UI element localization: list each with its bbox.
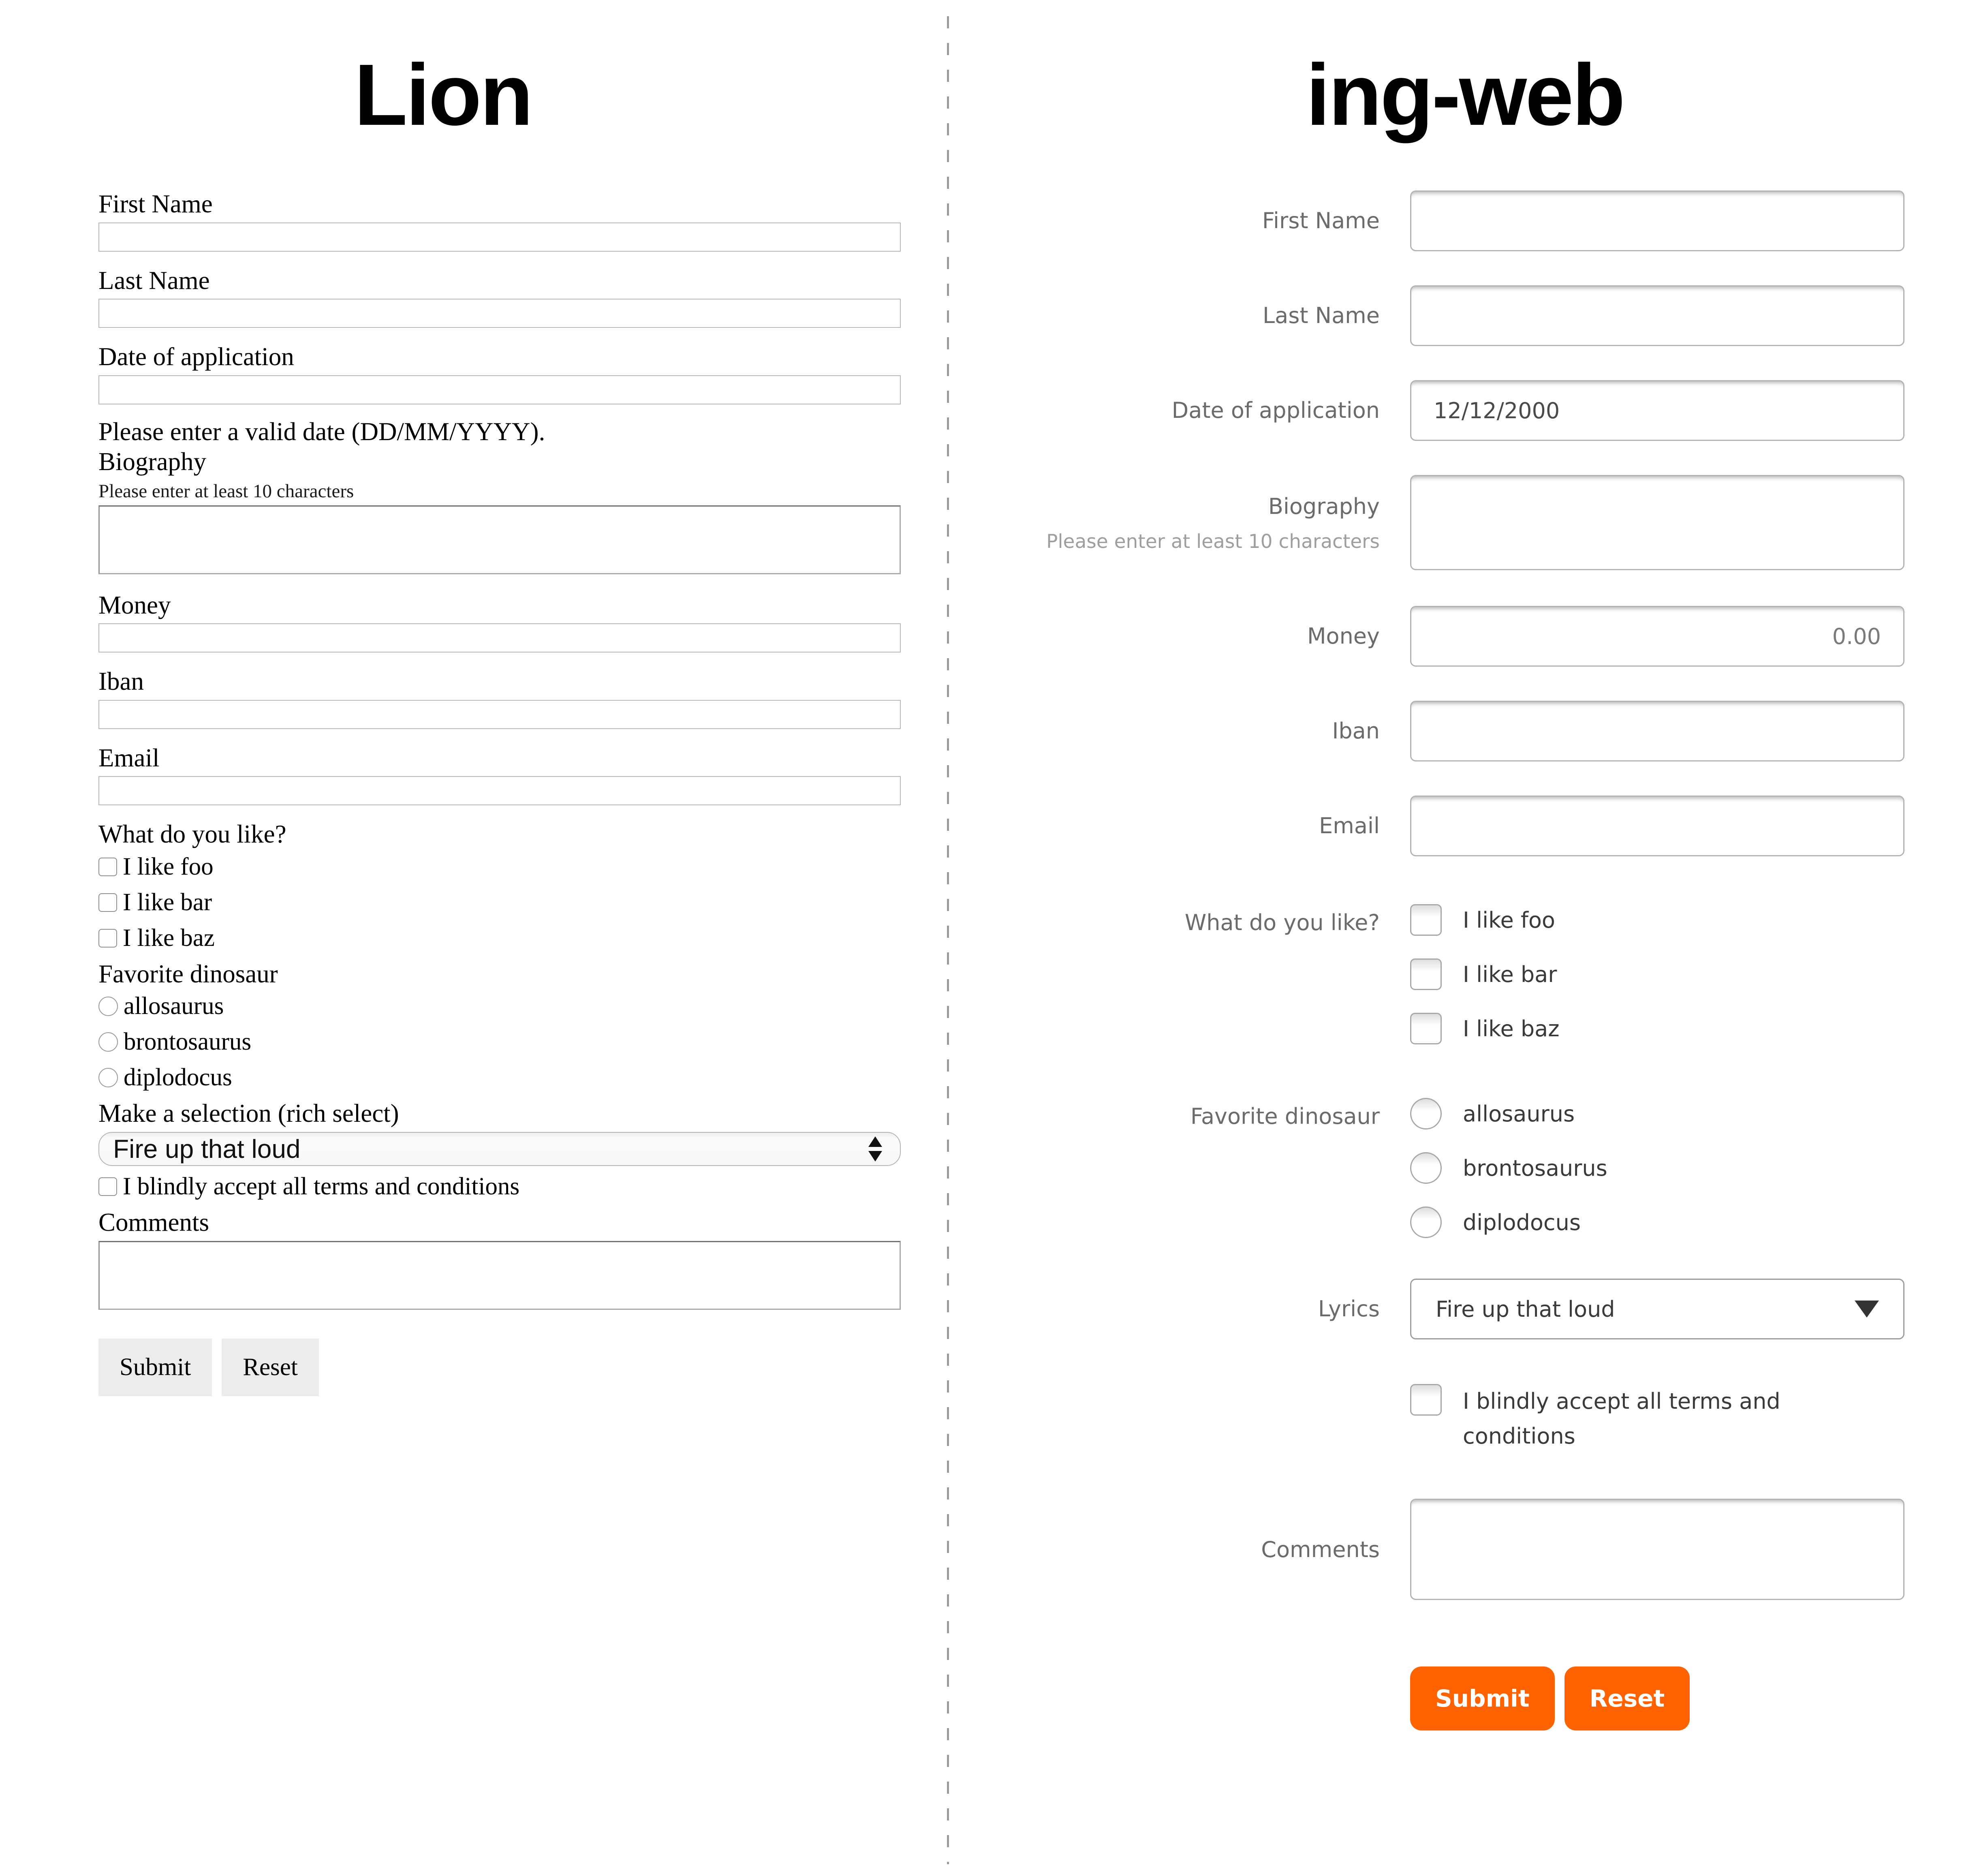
chevron-down-icon — [1855, 1301, 1879, 1318]
select-spinner-icon — [868, 1136, 882, 1162]
lyrics-dropdown-value: Fire up that loud — [1436, 1296, 1615, 1322]
brontosaurus-label: brontosaurus — [1463, 1155, 1607, 1181]
terms-label: I blindly accept all terms and conditions — [123, 1173, 520, 1200]
radio-row — [98, 992, 901, 1020]
form-row — [972, 796, 1917, 856]
reset-button[interactable]: Reset — [1565, 1666, 1690, 1731]
form-row — [972, 701, 1917, 762]
like-foo-label: I like foo — [123, 853, 214, 880]
biography-helper: Please enter at least 10 characters — [1046, 530, 1380, 553]
email-label: Email — [98, 743, 160, 772]
submit-button[interactable]: Submit — [1410, 1666, 1555, 1731]
form-row — [972, 1384, 1917, 1454]
money-input[interactable] — [1410, 606, 1904, 667]
first-name-label: First Name — [98, 190, 213, 218]
terms-checkbox[interactable] — [1410, 1384, 1442, 1416]
vertical-dashed-divider — [947, 16, 949, 1864]
brontosaurus-radio[interactable] — [98, 1032, 118, 1052]
lion-form — [98, 190, 901, 1396]
arrow-up-icon — [868, 1136, 882, 1147]
likes-group-label: What do you like? — [1184, 910, 1380, 935]
first-name-label: First Name — [1262, 207, 1380, 233]
rich-select[interactable] — [98, 1132, 901, 1166]
like-bar-checkbox[interactable] — [98, 893, 117, 912]
form-row — [972, 904, 1917, 1044]
allosaurus-label: allosaurus — [1463, 1101, 1575, 1127]
checkbox-row — [1410, 904, 1904, 936]
comments-label: Comments — [1261, 1537, 1380, 1563]
comments-textarea[interactable] — [1410, 1499, 1904, 1600]
arrow-down-icon — [868, 1151, 882, 1162]
diplodocus-label: diplodocus — [1463, 1209, 1581, 1235]
checkbox-row — [1410, 1013, 1904, 1044]
likes-options — [1410, 904, 1904, 1044]
biography-textarea[interactable] — [98, 505, 901, 574]
form-row — [972, 1666, 1917, 1731]
checkbox-row — [1410, 1384, 1904, 1454]
rich-select-label: Make a selection (rich select) — [98, 1099, 399, 1128]
lyrics-label: Lyrics — [1318, 1296, 1380, 1322]
lyrics-dropdown[interactable] — [1410, 1279, 1904, 1339]
money-input[interactable] — [98, 623, 901, 652]
date-of-application-input[interactable] — [1410, 380, 1904, 441]
like-foo-checkbox[interactable] — [1410, 904, 1442, 936]
form-row — [972, 1279, 1917, 1339]
radio-row — [1410, 1152, 1904, 1184]
like-baz-label: I like baz — [123, 924, 215, 952]
email-input[interactable] — [1410, 796, 1904, 856]
diplodocus-radio[interactable] — [98, 1068, 118, 1087]
like-bar-label: I like bar — [1463, 961, 1557, 987]
date-of-application-label: Date of application — [98, 342, 294, 371]
allosaurus-radio[interactable] — [1410, 1098, 1442, 1129]
like-bar-checkbox[interactable] — [1410, 958, 1442, 990]
checkbox-row — [98, 888, 901, 917]
reset-button[interactable]: Reset — [222, 1339, 319, 1396]
form-row — [972, 380, 1917, 441]
likes-group-label: What do you like? — [98, 820, 286, 849]
rich-select-value: Fire up that loud — [113, 1134, 301, 1164]
biography-label-block — [972, 492, 1380, 554]
iban-label: Iban — [1332, 718, 1380, 744]
email-label: Email — [1319, 813, 1380, 839]
allosaurus-label: allosaurus — [124, 993, 224, 1020]
money-label: Money — [98, 590, 171, 619]
date-of-application-label: Date of application — [1171, 397, 1380, 423]
terms-checkbox[interactable] — [98, 1177, 117, 1196]
form-row — [972, 1499, 1917, 1602]
like-baz-checkbox[interactable] — [98, 929, 117, 948]
lion-buttons — [98, 1339, 901, 1396]
comments-textarea[interactable] — [98, 1241, 901, 1310]
form-row — [972, 475, 1917, 572]
last-name-label: Last Name — [1263, 302, 1380, 328]
terms-label: I blindly accept all terms and conditions — [1463, 1388, 1780, 1449]
last-name-label: Last Name — [98, 266, 210, 295]
ingweb-page-title: ing-web — [1306, 46, 1624, 143]
allosaurus-radio[interactable] — [98, 997, 118, 1016]
dinosaur-options — [1410, 1098, 1904, 1238]
checkbox-row — [98, 924, 901, 952]
submit-button[interactable]: Submit — [98, 1339, 212, 1396]
radio-row — [98, 1063, 901, 1092]
first-name-input[interactable] — [1410, 190, 1904, 251]
last-name-input[interactable] — [1410, 285, 1904, 346]
money-label: Money — [1307, 623, 1380, 649]
radio-row — [1410, 1098, 1904, 1129]
radio-row — [1410, 1206, 1904, 1238]
brontosaurus-radio[interactable] — [1410, 1152, 1442, 1184]
biography-textarea[interactable] — [1410, 475, 1904, 570]
diplodocus-radio[interactable] — [1410, 1206, 1442, 1238]
like-bar-label: I like bar — [123, 888, 212, 916]
biography-label: Biography — [98, 447, 206, 476]
lion-page-title: Lion — [354, 46, 532, 143]
biography-label: Biography — [1268, 494, 1380, 520]
diplodocus-label: diplodocus — [124, 1064, 232, 1091]
iban-input[interactable] — [98, 700, 901, 729]
form-row — [972, 606, 1917, 667]
brontosaurus-label: brontosaurus — [124, 1028, 252, 1056]
form-row — [972, 285, 1917, 346]
ingweb-buttons — [1410, 1666, 1904, 1731]
dinosaur-group-label: Favorite dinosaur — [98, 959, 278, 988]
email-input[interactable] — [98, 776, 901, 805]
like-foo-label: I like foo — [1463, 907, 1555, 933]
checkbox-row — [98, 853, 901, 881]
last-name-input[interactable] — [98, 299, 901, 328]
form-row — [972, 1098, 1917, 1238]
date-of-application-input[interactable] — [98, 375, 901, 404]
ingweb-form — [972, 190, 1917, 1731]
biography-helper: Please enter at least 10 characters — [98, 480, 354, 502]
terms-row — [1410, 1384, 1904, 1454]
terms-row — [98, 1172, 901, 1201]
like-foo-checkbox[interactable] — [98, 858, 117, 876]
dinosaur-group-label: Favorite dinosaur — [1190, 1104, 1380, 1129]
form-row — [972, 190, 1917, 251]
checkbox-row — [1410, 958, 1904, 990]
like-baz-checkbox[interactable] — [1410, 1013, 1442, 1044]
date-validation-hint: Please enter a valid date (DD/MM/YYYY). — [98, 417, 545, 446]
first-name-input[interactable] — [98, 222, 901, 252]
radio-row — [98, 1028, 901, 1056]
iban-input[interactable] — [1410, 701, 1904, 762]
iban-label: Iban — [98, 667, 144, 696]
like-baz-label: I like baz — [1463, 1016, 1560, 1042]
comments-label: Comments — [98, 1208, 209, 1237]
